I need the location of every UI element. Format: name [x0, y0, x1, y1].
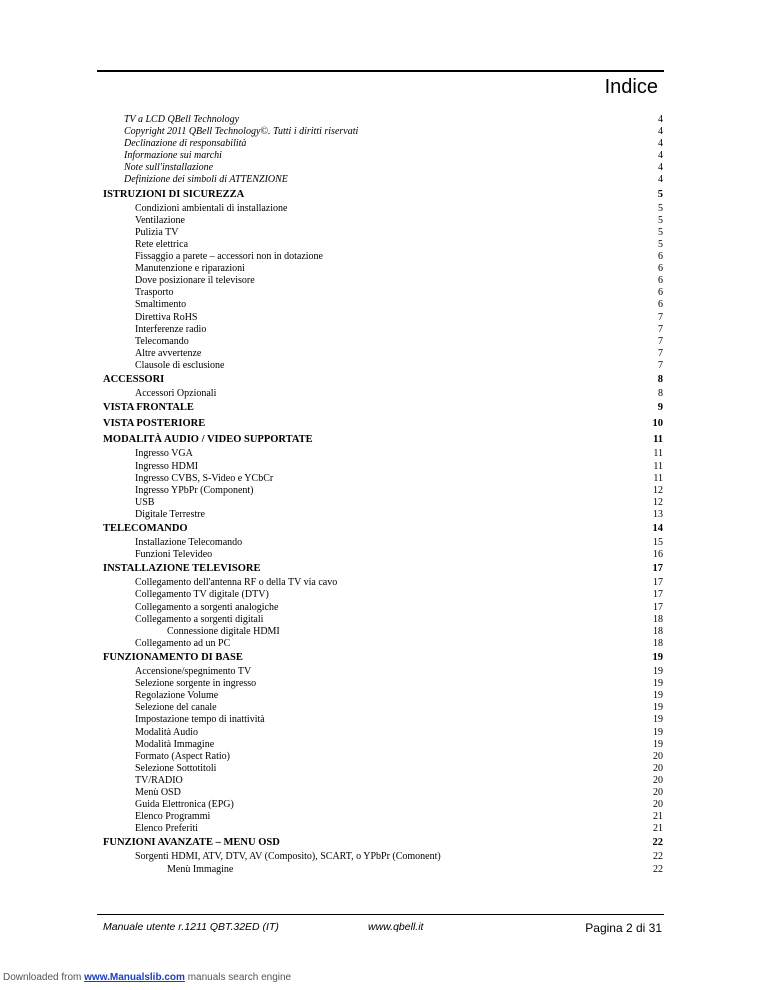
- toc-entry[interactable]: [103, 203, 663, 215]
- toc-entry-page: 6: [658, 299, 663, 311]
- toc-entry-page: 12: [653, 496, 663, 508]
- toc-entry-title: Ingresso CVBS, S-Video e YCbCr: [135, 472, 274, 484]
- toc-entry[interactable]: [103, 348, 663, 360]
- toc-entry-page: 11: [653, 460, 663, 472]
- toc-entry-page: 22: [652, 837, 663, 849]
- toc-entry-page: 19: [653, 738, 663, 750]
- toc-entry[interactable]: [103, 287, 663, 299]
- toc-entry-page: 6: [658, 263, 663, 275]
- download-notice: [3, 972, 291, 983]
- toc-entry-page: 4: [658, 174, 663, 186]
- toc-entry[interactable]: [103, 388, 663, 400]
- toc-entry-page: 19: [653, 714, 663, 726]
- toc-entry[interactable]: [103, 614, 663, 626]
- page-title: Indice: [604, 76, 658, 98]
- toc-section[interactable]: [103, 372, 663, 388]
- download-prefix: Downloaded from: [3, 972, 85, 983]
- toc-entry-title: Telecomando: [135, 335, 189, 347]
- toc-entry-title: MODALITÀ AUDIO / VIDEO SUPPORTATE: [103, 434, 313, 446]
- toc-entry[interactable]: [103, 227, 663, 239]
- toc-entry-page: 6: [658, 251, 663, 263]
- toc-entry-title: INSTALLAZIONE TELEVISORE: [103, 563, 261, 575]
- toc-entry[interactable]: [103, 263, 663, 275]
- toc-entry-page: 13: [653, 508, 663, 520]
- toc-entry-title: Selezione del canale: [135, 702, 217, 714]
- toc-entry[interactable]: [103, 174, 663, 186]
- toc-entry-page: 9: [657, 402, 663, 414]
- toc-entry-page: 5: [658, 214, 663, 226]
- toc-entry-page: 18: [653, 613, 663, 625]
- toc-entry[interactable]: [103, 690, 663, 702]
- toc-entry[interactable]: [103, 577, 663, 589]
- toc-entry-page: 19: [653, 702, 663, 714]
- toc-entry[interactable]: [103, 626, 663, 638]
- toc-entry-title: FUNZIONI AVANZATE – MENU OSD: [103, 837, 280, 849]
- toc-entry[interactable]: [103, 251, 663, 263]
- toc-entry-title: Collegamento TV digitale (DTV): [135, 589, 269, 601]
- toc-entry-page: 18: [653, 637, 663, 649]
- toc-entry-title: Interferenze radio: [135, 323, 207, 335]
- toc-entry[interactable]: [103, 787, 663, 799]
- toc-entry[interactable]: [103, 336, 663, 348]
- toc-entry-page: 8: [657, 373, 663, 385]
- toc-entry-page: 10: [652, 418, 663, 430]
- toc-entry-page: 20: [653, 762, 663, 774]
- toc-entry-page: 11: [653, 448, 663, 460]
- toc-entry-title: USB: [135, 496, 155, 508]
- toc-entry-page: 19: [652, 651, 663, 663]
- toc-entry-title: Pulizia TV: [135, 226, 179, 238]
- toc-entry-title: Impostazione tempo di inattività: [135, 714, 265, 726]
- toc-entry[interactable]: [103, 727, 663, 739]
- toc-entry-page: 5: [658, 202, 663, 214]
- toc-entry-title: VISTA POSTERIORE: [103, 418, 206, 430]
- toc-entry-title: Ingresso VGA: [135, 448, 193, 460]
- toc-entry-page: 20: [653, 786, 663, 798]
- toc-entry[interactable]: [103, 602, 663, 614]
- toc-entry-title: TV/RADIO: [135, 774, 183, 786]
- toc-entry-title: Declinazione di responsabilità: [124, 138, 247, 150]
- toc-entry[interactable]: [103, 275, 663, 287]
- footer-page-number: Pagina 2 di 31: [585, 921, 662, 935]
- toc-entry-title: Modalità Immagine: [135, 738, 215, 750]
- toc-entry-page: 7: [658, 347, 663, 359]
- toc-entry-page: 4: [658, 138, 663, 150]
- toc-entry-title: Dove posizionare il televisore: [135, 275, 255, 287]
- toc-entry-page: 6: [658, 275, 663, 287]
- toc-entry-page: 5: [658, 238, 663, 250]
- toc-entry-page: 4: [658, 126, 663, 138]
- toc-entry-title: Accensione/spegnimento TV: [135, 666, 252, 678]
- toc-entry-title: Ingresso HDMI: [135, 460, 199, 472]
- toc-entry-page: 17: [653, 601, 663, 613]
- toc-entry-page: 22: [653, 851, 663, 863]
- toc-entry[interactable]: [103, 537, 663, 549]
- download-suffix: manuals search engine: [184, 972, 292, 983]
- toc-entry-title: Ingresso YPbPr (Component): [135, 484, 254, 496]
- toc-entry-title: Direttiva RoHS: [135, 311, 198, 323]
- toc-entry[interactable]: [103, 126, 663, 138]
- footer-manual-id: Manuale utente r.1211 QBT.32ED (IT): [103, 921, 279, 933]
- toc-entry-page: 7: [658, 323, 663, 335]
- toc-entry-title: Elenco Preferiti: [135, 823, 199, 835]
- toc-entry-page: 18: [653, 625, 663, 637]
- toc-entry-page: 12: [653, 484, 663, 496]
- toc-entry[interactable]: [103, 150, 663, 162]
- toc-entry-page: 6: [658, 287, 663, 299]
- toc-entry[interactable]: [103, 509, 663, 521]
- toc-entry-page: 4: [658, 114, 663, 125]
- toc-entry-title: Elenco Programmi: [135, 811, 211, 823]
- toc-entry-title: Regolazione Volume: [135, 690, 219, 702]
- toc-entry-title: Ventilazione: [135, 214, 185, 226]
- toc-entry[interactable]: [103, 823, 663, 835]
- toc-entry-page: 17: [653, 577, 663, 589]
- toc-entry-title: Installazione Telecomando: [135, 537, 243, 549]
- toc-entry-page: 14: [652, 523, 663, 534]
- toc-entry-title: TELECOMANDO: [103, 523, 188, 534]
- toc-entry[interactable]: [103, 360, 663, 372]
- toc-entry-title: Trasporto: [135, 287, 174, 299]
- toc-entry-page: 21: [653, 823, 663, 835]
- toc-entry[interactable]: [103, 763, 663, 775]
- toc-entry[interactable]: [103, 589, 663, 601]
- toc-entry[interactable]: [103, 851, 663, 863]
- toc-entry-page: 4: [658, 162, 663, 174]
- toc-entry-page: 11: [653, 434, 663, 446]
- toc-entry[interactable]: [103, 775, 663, 787]
- toc-section[interactable]: [103, 432, 663, 448]
- toc-section[interactable]: [103, 650, 663, 666]
- toc-section[interactable]: [103, 187, 663, 203]
- toc-entry-title: ACCESSORI: [103, 373, 165, 385]
- header-rule: [97, 70, 664, 72]
- toc-entry[interactable]: [103, 714, 663, 726]
- toc-entry-page: 8: [658, 388, 663, 400]
- toc-entry[interactable]: [103, 811, 663, 823]
- toc-entry-title: Condizioni ambientali di installazione: [135, 202, 288, 214]
- toc-entry-title: Collegamento a sorgenti digitali: [135, 613, 264, 625]
- toc-entry-page: 5: [658, 226, 663, 238]
- toc-entry-title: Modalità Audio: [135, 726, 199, 738]
- toc-entry-title: Menù Immagine: [167, 863, 234, 875]
- toc-entry-title: Menù OSD: [135, 786, 181, 798]
- toc-entry-page: 19: [653, 690, 663, 702]
- toc-entry-page: 19: [653, 678, 663, 690]
- toc-entry-page: 15: [653, 537, 663, 549]
- toc-entry[interactable]: [103, 114, 663, 126]
- toc-entry-page: 17: [652, 563, 663, 575]
- toc-entry-title: Note sull'installazione: [124, 162, 214, 174]
- toc-entry-page: 19: [653, 666, 663, 678]
- toc-entry-title: FUNZIONAMENTO DI BASE: [103, 651, 243, 663]
- toc-entry-title: Selezione sorgente in ingresso: [135, 678, 257, 690]
- toc-section[interactable]: [103, 561, 663, 577]
- toc-section[interactable]: [103, 521, 663, 537]
- toc-entry-title: ISTRUZIONI DI SICUREZZA: [103, 188, 245, 200]
- toc-entry-page: 4: [658, 150, 663, 162]
- toc-entry-page: 17: [653, 589, 663, 601]
- toc-entry-title: Formato (Aspect Ratio): [135, 750, 230, 762]
- toc-entry[interactable]: [103, 215, 663, 227]
- toc-entry-page: 20: [653, 799, 663, 811]
- toc-entry[interactable]: [103, 138, 663, 150]
- toc-entry-title: Clausole di esclusione: [135, 359, 225, 371]
- toc-entry[interactable]: [103, 678, 663, 690]
- toc-entry[interactable]: [103, 549, 663, 561]
- toc-entry-title: Manutenzione e riparazioni: [135, 263, 245, 275]
- toc-entry-page: 22: [653, 863, 663, 875]
- toc-entry-page: 20: [653, 750, 663, 762]
- manualslib-link[interactable]: www.Manualslib.com: [84, 972, 185, 983]
- toc-entry-page: 7: [658, 335, 663, 347]
- toc-entry[interactable]: [103, 751, 663, 763]
- toc-entry[interactable]: [103, 638, 663, 650]
- toc-entry[interactable]: [103, 864, 663, 876]
- toc-entry[interactable]: [103, 162, 663, 174]
- toc-entry-page: 7: [658, 311, 663, 323]
- toc-entry-page: 19: [653, 726, 663, 738]
- toc-section[interactable]: [103, 835, 663, 851]
- toc-entry[interactable]: [103, 666, 663, 678]
- toc-entry-title: Collegamento dell'antenna RF o della TV via cavo: [135, 577, 338, 589]
- toc-entry-title: Copyright 2011 QBell Technology©. Tutti i diritti riservati: [124, 126, 359, 138]
- toc-entry-title: Rete elettrica: [135, 238, 189, 250]
- toc-entry-title: Funzioni Televideo: [135, 549, 213, 561]
- toc-entry-title: Definizione dei simboli di ATTENZIONE: [124, 174, 288, 186]
- toc-entry[interactable]: [103, 312, 663, 324]
- footer-website: www.qbell.it: [368, 921, 424, 933]
- toc-entry-title: Accessori Opzionali: [135, 388, 217, 400]
- toc-entry-title: TV a LCD QBell Technology: [124, 114, 240, 125]
- toc-entry[interactable]: [103, 739, 663, 751]
- footer-rule: [97, 914, 664, 915]
- toc-section[interactable]: [103, 416, 663, 432]
- toc-entry-title: Fissaggio a parete – accessori non in dotazione: [135, 251, 323, 263]
- toc-entry-page: 5: [657, 188, 663, 200]
- toc-entry-title: Informazione sui marchi: [124, 150, 222, 162]
- toc-entry[interactable]: [103, 473, 663, 485]
- toc-entry-page: 16: [653, 549, 663, 561]
- toc-entry[interactable]: [103, 485, 663, 497]
- toc-entry-page: 20: [653, 774, 663, 786]
- toc-entry[interactable]: [103, 799, 663, 811]
- toc-entry-title: Guida Elettronica (EPG): [135, 799, 234, 811]
- toc-section[interactable]: [103, 400, 663, 416]
- toc-entry[interactable]: [103, 461, 663, 473]
- toc-entry[interactable]: [103, 324, 663, 336]
- toc-entry[interactable]: [103, 239, 663, 251]
- toc-entry[interactable]: [103, 448, 663, 460]
- toc-entry[interactable]: [103, 497, 663, 509]
- toc-entry-title: Sorgenti HDMI, ATV, DTV, AV (Composito), SCART, o YPbPr (Comonent): [135, 851, 441, 863]
- toc-entry-title: Smaltimento: [135, 299, 187, 311]
- toc-entry[interactable]: [103, 702, 663, 714]
- toc-entry[interactable]: [103, 299, 663, 311]
- table-of-contents: [103, 114, 663, 876]
- toc-entry-title: Altre avvertenze: [135, 347, 202, 359]
- toc-entry-title: Collegamento ad un PC: [135, 637, 231, 649]
- toc-entry-page: 21: [653, 811, 663, 823]
- toc-entry-title: Collegamento a sorgenti analogiche: [135, 601, 279, 613]
- toc-entry-title: Selezione Sottotitoli: [135, 762, 217, 774]
- toc-entry-title: Digitale Terrestre: [135, 508, 205, 520]
- toc-entry-title: Connessione digitale HDMI: [167, 625, 280, 637]
- toc-entry-title: VISTA FRONTALE: [103, 402, 194, 414]
- toc-entry-page: 11: [653, 472, 663, 484]
- toc-entry-page: 7: [658, 359, 663, 371]
